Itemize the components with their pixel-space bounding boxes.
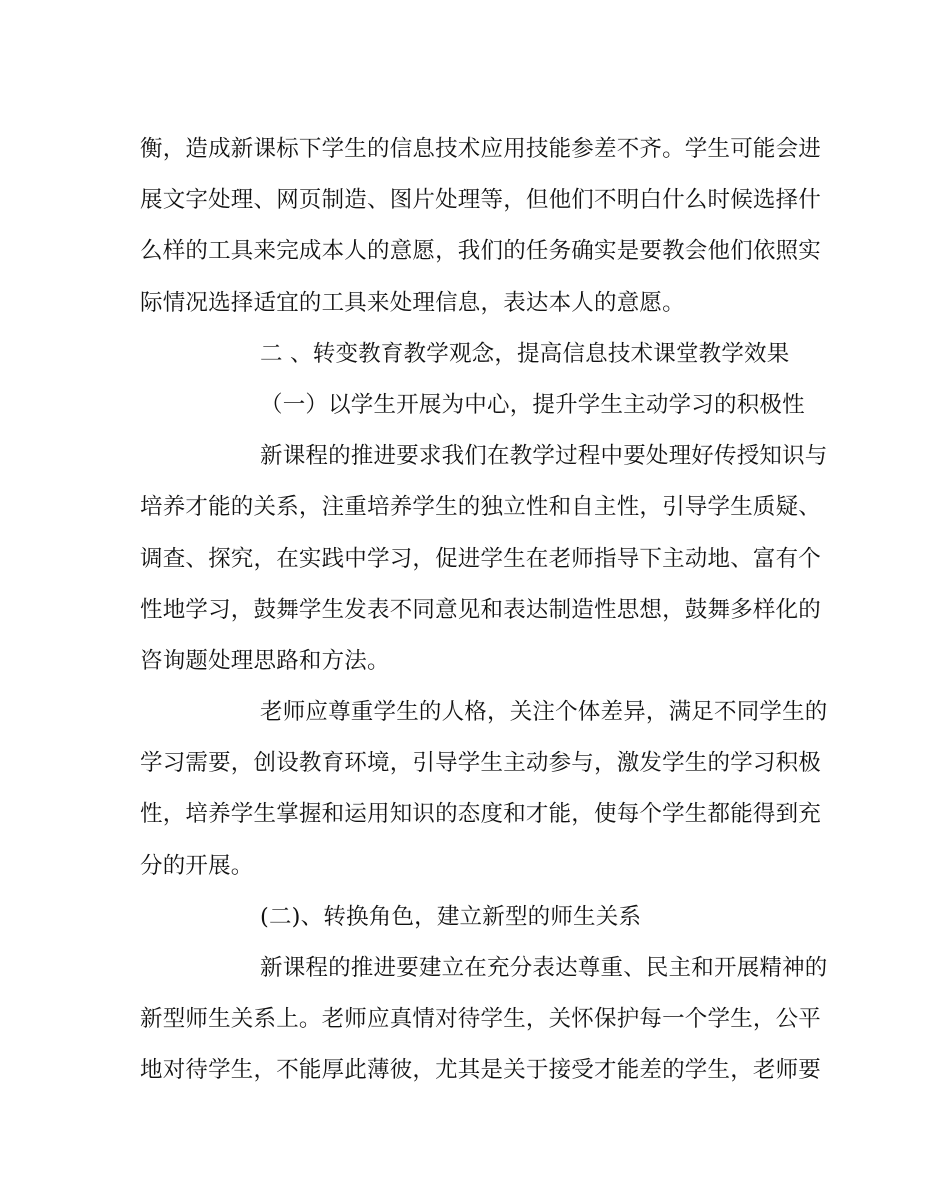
- subsection-heading: （一）以学生开展为中心，提升学生主动学习的积极性: [260, 391, 805, 418]
- text-line: 咨询题处理思路和方法。: [140, 647, 390, 674]
- paragraph-start-line: 老师应尊重学生的人格，关注个体差异，满足不同学生的: [260, 699, 828, 726]
- text-line: 地对待学生，不能厚此薄彼，尤其是关于接受才能差的学生，老师要: [140, 1057, 822, 1084]
- text-line: 培养才能的关系，注重培养学生的独立性和自主性，引导学生质疑、: [140, 494, 822, 521]
- body-text: [140, 124, 828, 1097]
- text-line: 性地学习，鼓舞学生发表不同意见和表达制造性思想，鼓舞多样化的: [140, 596, 822, 623]
- text-line: 展文字处理、网页制造、图片处理等，但他们不明白什么时候选择什: [140, 187, 822, 214]
- text-line: 学习需要，创设教育环境，引导学生主动参与，激发学生的学习积极: [140, 750, 822, 777]
- text-line: 新型师生关系上。老师应真情对待学生，关怀保护每一个学生，公平: [140, 1006, 822, 1033]
- text-line: 衡，造成新课标下学生的信息技术应用技能参差不齐。学生可能会进: [140, 136, 822, 162]
- subsection-heading: (二)、转换角色，建立新型的师生关系: [260, 903, 642, 930]
- text-line: 么样的工具来完成本人的意愿，我们的任务确实是要教会他们依照实: [140, 238, 822, 265]
- text-line: 际情况选择适宜的工具来处理信息，表达本人的意愿。: [140, 289, 685, 316]
- section-heading: 二 、转变教育教学观念，提高信息技术课堂教学效果: [260, 340, 790, 367]
- text-line: 调查、探究，在实践中学习，促进学生在老师指导下主动地、富有个: [140, 545, 822, 572]
- text-line: 性，培养学生掌握和运用知识的态度和才能，使每个学生都能得到充: [140, 801, 822, 828]
- paragraph-start-line: 新课程的推进要求我们在教学过程中要处理好传授知识与: [260, 443, 828, 470]
- text-line: 分的开展。: [140, 852, 254, 879]
- paragraph-start-line: 新课程的推进要建立在充分表达尊重、民主和开展精神的: [260, 955, 828, 981]
